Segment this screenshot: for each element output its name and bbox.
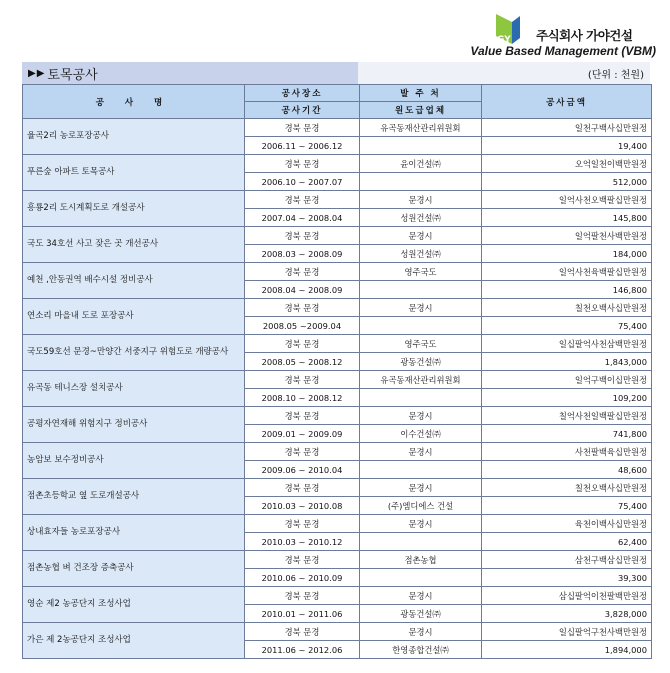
project-name: 푸른숲 아파트 토목공사 [23,155,245,191]
project-amount-text: 일천구백사십만원정 [482,119,652,137]
project-amount-text: 사천팔백육십만원정 [482,443,652,461]
project-amount-text: 일억사천오백팔십만원정 [482,191,652,209]
project-location: 경북 문경 [245,551,360,569]
project-period: 2007.04 ~ 2008.04 [245,209,360,227]
project-name: 영순 제2 농공단지 조성사업 [23,587,245,623]
project-period: 2010.03 ~ 2010.08 [245,497,360,515]
project-client: 유곡동재산관리위원회 [360,119,482,137]
project-client: 윤이건설㈜ [360,155,482,173]
project-name: 농암보 보수정비공사 [23,443,245,479]
double-arrow-icon: ▶▶ [28,67,46,79]
project-amount: 109,200 [482,389,652,407]
table-row [23,299,652,317]
table-row [23,155,652,173]
project-location: 경북 문경 [245,119,360,137]
header-contractor: 원도급업체 [360,102,482,119]
project-amount: 184,000 [482,245,652,263]
project-period: 2006.10 ~ 2007.07 [245,173,360,191]
table-row [23,479,652,497]
table-row [23,587,652,605]
project-client: 영주국도 [360,263,482,281]
project-period: 2010.06 ~ 2010.09 [245,569,360,587]
project-amount: 741,800 [482,425,652,443]
project-client: 문경시 [360,623,482,641]
project-contractor [360,461,482,479]
project-amount-text: 일억팔천사백만원정 [482,227,652,245]
project-client: 문경시 [360,299,482,317]
project-name: 가은 제 2농공단지 조성사업 [23,623,245,659]
project-location: 경북 문경 [245,263,360,281]
project-client: 점촌농협 [360,551,482,569]
project-client: 문경시 [360,479,482,497]
project-contractor [360,137,482,155]
header-project-name: 공 사 명 [23,85,245,119]
project-amount: 19,400 [482,137,652,155]
project-contractor: 성원건설㈜ [360,245,482,263]
project-amount-text: 삼십팔억이천팔백만원정 [482,587,652,605]
header-client: 발 주 처 [360,85,482,102]
project-location: 경북 문경 [245,479,360,497]
table-row [23,623,652,641]
project-amount: 75,400 [482,317,652,335]
project-name: 점촌초등학교 옆 도로개설공사 [23,479,245,515]
unit-label: (단위 : 천원) [587,69,644,81]
project-amount-text: 칠억사천일백팔십만원정 [482,407,652,425]
project-amount: 1,843,000 [482,353,652,371]
civil-works-table [22,84,652,659]
unit-label-bar [358,62,650,84]
project-amount-text: 일억사천육백팔십만원정 [482,263,652,281]
project-name: 상내효자들 농로포장공사 [23,515,245,551]
project-contractor [360,317,482,335]
table-row [23,551,652,569]
project-amount: 62,400 [482,533,652,551]
project-amount-text: 일십팔억구천사백만원정 [482,623,652,641]
project-location: 경북 문경 [245,191,360,209]
project-amount-text: 칠천오백사십만원정 [482,479,652,497]
project-location: 경북 문경 [245,227,360,245]
project-period: 2008.04 ~ 2008.09 [245,281,360,299]
project-client: 문경시 [360,191,482,209]
project-name: 국도 34호선 사고 잦은 곳 개선공사 [23,227,245,263]
company-name: 주식회사 가야건설 [536,28,633,43]
project-amount: 146,800 [482,281,652,299]
project-amount: 3,828,000 [482,605,652,623]
project-amount-text: 오억일천이백만원정 [482,155,652,173]
project-period: 2010.03 ~ 2010.12 [245,533,360,551]
project-name: 국도59호선 문경~만양간 서중지구 위험도로 개량공사 [23,335,245,371]
project-period: 2009.01 ~ 2009.09 [245,425,360,443]
project-amount-text: 칠천오백사십만원정 [482,299,652,317]
project-client: 문경시 [360,587,482,605]
project-client: 문경시 [360,407,482,425]
table-row [23,263,652,281]
table-row [23,119,652,137]
project-contractor: 이수건설㈜ [360,425,482,443]
section-title: 토목공사 [47,67,98,83]
project-client: 문경시 [360,515,482,533]
project-location: 경북 문경 [245,443,360,461]
project-amount: 1,894,000 [482,641,652,659]
table-row [23,515,652,533]
project-location: 경북 문경 [245,515,360,533]
project-contractor: 광동건설㈜ [360,353,482,371]
project-location: 경북 문경 [245,155,360,173]
project-amount-text: 삼천구백삼십만원정 [482,551,652,569]
project-amount: 75,400 [482,497,652,515]
header-location: 공사장소 [245,85,360,102]
project-amount: 39,300 [482,569,652,587]
project-period: 2008.10 ~ 2008.12 [245,389,360,407]
table-body [23,119,652,659]
project-contractor: 광동건설㈜ [360,605,482,623]
table-row [23,371,652,389]
company-slogan: Value Based Management (VBM) [470,44,656,58]
project-amount: 512,000 [482,173,652,191]
project-location: 경북 문경 [245,335,360,353]
project-period: 2008.05 ~2009.04 [245,317,360,335]
project-location: 경북 문경 [245,623,360,641]
project-period: 2011.06 ~ 2012.06 [245,641,360,659]
project-location: 경북 문경 [245,587,360,605]
project-contractor: 성원건설㈜ [360,209,482,227]
project-contractor [360,533,482,551]
project-name: 점촌농협 벼 건조장 증축공사 [23,551,245,587]
header-amount: 공사금액 [482,85,652,119]
gy-logo-icon [490,12,524,48]
table-row [23,335,652,353]
project-location: 경북 문경 [245,299,360,317]
table-row [23,227,652,245]
section-header [22,62,358,84]
project-contractor [360,389,482,407]
project-client: 문경시 [360,443,482,461]
project-contractor [360,281,482,299]
table-row [23,191,652,209]
project-amount: 145,800 [482,209,652,227]
project-name: 흥룡2리 도시계획도로 개설공사 [23,191,245,227]
svg-text:GY: GY [497,35,511,45]
project-name: 유곡동 테니스장 설치공사 [23,371,245,407]
project-name: 공평자연재해 위험지구 정비공사 [23,407,245,443]
project-period: 2009.06 ~ 2010.04 [245,461,360,479]
project-period: 2008.05 ~ 2008.12 [245,353,360,371]
header-period: 공사기간 [245,102,360,119]
project-contractor: (주)엠디에스 건설 [360,497,482,515]
project-client: 유곡동재산관리위원회 [360,371,482,389]
project-name: 연소리 마을내 도로 포장공사 [23,299,245,335]
project-period: 2010.01 ~ 2011.06 [245,605,360,623]
project-amount-text: 일억구백이십만원정 [482,371,652,389]
project-period: 2006.11 ~ 2006.12 [245,137,360,155]
project-location: 경북 문경 [245,407,360,425]
project-name: 예천 ,안동권역 배수시설 정비공사 [23,263,245,299]
project-contractor [360,173,482,191]
project-name: 율곡2리 농로포장공사 [23,119,245,155]
project-client: 영주국도 [360,335,482,353]
project-contractor [360,569,482,587]
project-amount-text: 일십팔억사천삼백만원정 [482,335,652,353]
project-client: 문경시 [360,227,482,245]
table-row [23,443,652,461]
project-location: 경북 문경 [245,371,360,389]
project-period: 2008.03 ~ 2008.09 [245,245,360,263]
table-row [23,407,652,425]
project-contractor: 한영종합건설㈜ [360,641,482,659]
project-amount: 48,600 [482,461,652,479]
project-amount-text: 육천이백사십만원정 [482,515,652,533]
